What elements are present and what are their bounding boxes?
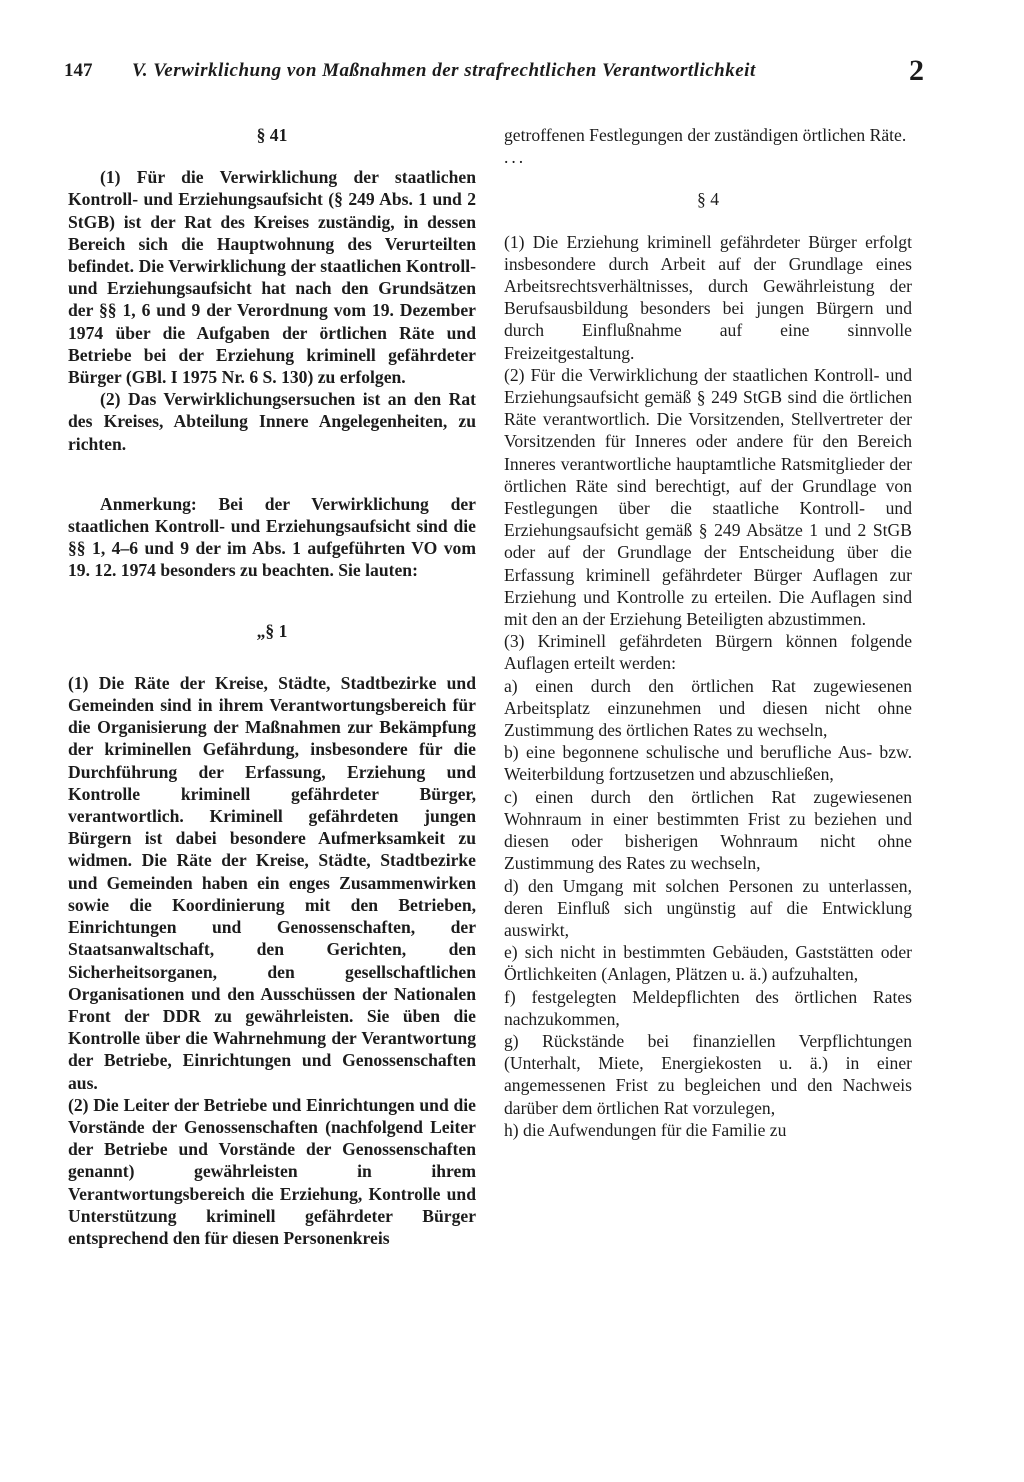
section-1-body	[68, 672, 476, 1249]
list-item: d) den Umgang mit solchen Personen zu unterlassen, deren Einfluß sich ungünstig auf die Entwicklung auswirkt,	[504, 875, 912, 940]
paragraph: (1) Die Erziehung kriminell gefährdeter Bürger erfolgt insbesondere durch Arbeit auf der Grundlage eines Arbeitsrechtsverhältnisses, durch Gewährleistung der Berufsausbildung besonders bei jungen Bürgern und durch Einflußnahme auf eine sinnvolle Freizeitgestaltung.	[504, 231, 912, 363]
section-41-body	[68, 166, 476, 455]
annotation-note	[68, 493, 476, 582]
paragraph: Anmerkung: Bei der Verwirklichung der staatlichen Kontroll- und Erziehungsaufsicht sind die §§ 1, 4–6 und 9 der im Abs. 1 aufgeführten VO vom 19. 12. 1974 besonders zu beachten. Sie lauten:	[68, 493, 476, 581]
list-item: a) einen durch den örtlichen Rat zugewiesenen Arbeitsplatz einzunehmen und diesen nicht ohne Zustimmung des örtlichen Rates zu wechseln,	[504, 675, 912, 741]
list-item: c) einen durch den örtlichen Rat zugewiesenen Wohnraum in einer bestimmten Frist zu beziehen und diesen oder bisherigen Wohnraum nicht ohne Zustimmung des Rates zu wechseln,	[504, 786, 912, 874]
volume-number: 2	[909, 54, 924, 87]
paragraph: (2) Das Verwirklichungsersuchen ist an den Rat des Kreises, Abteilung Innere Angelegenheiten, zu richten.	[68, 389, 476, 454]
running-head	[64, 56, 924, 88]
list-item: f) festgelegten Meldepflichten des örtlichen Rates nachzukommen,	[504, 986, 912, 1029]
section-heading-41: § 41	[256, 125, 288, 145]
section-heading-1: „§ 1	[256, 620, 288, 641]
paragraph: (2) Die Leiter der Betriebe und Einrichtungen und die Vorstände der Genossenschaften (nachfolgend Leiter der Betriebe und Vorstände der Genossenschaften genannt) gewährleisten in ihrem Verantwortungsbereich die Erziehung, Kontrolle und Unterstützung kriminell gefährdeter Bürger entsprechend den für diesen Personenkreis	[68, 1094, 476, 1248]
right-column	[504, 124, 912, 1141]
paragraph: (1) Die Räte der Kreise, Städte, Stadtbezirke und Gemeinden sind in ihrem Verantwortungsbereich für die Organisierung der Maßnahmen zur Bekämpfung der kriminellen Gefährdung, insbesondere für die Durchführung der Erfassung, Erziehung und Kontrolle kriminell gefährdeter Bürger, verantwortlich. Kriminell gefährdeten jungen Bürgern ist dabei besondere Aufmerksamkeit zu widmen. Die Räte der Kreise, Städte, Stadtbezirke und Gemeinden haben ein enges Zusammenwirken sowie die Koordinierung mit den Betrieben, Einrichtungen und Genossenschaften, der Staatsanwaltschaft, den Gerichten, den Sicherheitsorganen, den gesellschaftlichen Organisationen und den Ausschüssen der Nationalen Front der DDR zu gewährleisten. Sie üben die Kontrolle über die Wahrnehmung der Verantwortung der Betriebe, Einrichtungen und Genossenschaften aus.	[68, 672, 476, 1093]
paragraph: (2) Für die Verwirklichung der staatlichen Kontroll- und Erziehungsaufsicht gemäß § 249 StGB sind die örtlichen Räte verantwortlich. Die Vorsitzenden, Stellvertreter der Vorsitzenden für Inneres oder andere für den Bereich Inneres verantwortliche hauptamtliche Ratsmitglieder der örtlichen Räte sind berechtigt, auf der Grundlage von Festlegungen über die staatliche Kontroll- und Erziehungsaufsicht gemäß § 249 Absätze 1 und 2 StGB oder auf der Grundlage der Entscheidung über die Erfassung kriminell gefährdeter Bürger Auflagen zur Erziehung und Kontrolle zu erteilen. Die Auflagen sind mit den an der Erziehung Beteiligten abzustimmen.	[504, 364, 912, 630]
list-item: g) Rückstände bei finanziellen Verpflichtungen (Unterhalt, Miete, Energiekosten u. ä.) in einer angemessenen Frist zu begleichen und den Nachweis darüber dem örtlichen Rat vorzulegen,	[504, 1030, 912, 1118]
list-item: h) die Aufwendungen für die Familie zu	[504, 1119, 787, 1140]
paragraph: getroffenen Festlegungen der zuständigen örtlichen Räte.	[504, 125, 907, 145]
ellipsis: ...	[504, 147, 527, 168]
left-column	[68, 124, 476, 1249]
paragraph: (3) Kriminell gefährdeten Bürgern können folgende Auflagen erteilt werden:	[504, 631, 912, 674]
list-item: e) sich nicht in bestimmten Gebäuden, Gaststätten oder Örtlichkeiten (Anlagen, Plätzen u. ä.) aufzuhalten,	[504, 942, 912, 985]
list-item: b) eine begonnene schulische und berufliche Aus- bzw. Weiterbildung fortzusetzen und abzuschließen,	[504, 742, 912, 785]
page-number: 147	[64, 60, 93, 81]
chapter-title: V. Verwirklichung von Maßnahmen der strafrechtlichen Verantwortlichkeit	[132, 60, 756, 81]
section-heading-4: § 4	[697, 189, 719, 210]
paragraph: (1) Für die Verwirklichung der staatlichen Kontroll- und Erziehungsaufsicht (§ 249 Abs. 1 und 2 StGB) ist der Rat des Kreises zuständig, in dessen Bereich sich die Hauptwohnung des Verurteilten befindet. Die Verwirklichung der staatlichen Kontroll- und Erziehungsaufsicht hat nach den Grundsätzen der §§ 1, 6 und 9 der Verordnung vom 19. Dezember 1974 über die Aufgaben der örtlichen Räte und Betriebe bei der Erziehung kriminell gefährdeter Bürger (GBl. I 1975 Nr. 6 S. 130) zu erfolgen.	[68, 167, 476, 388]
